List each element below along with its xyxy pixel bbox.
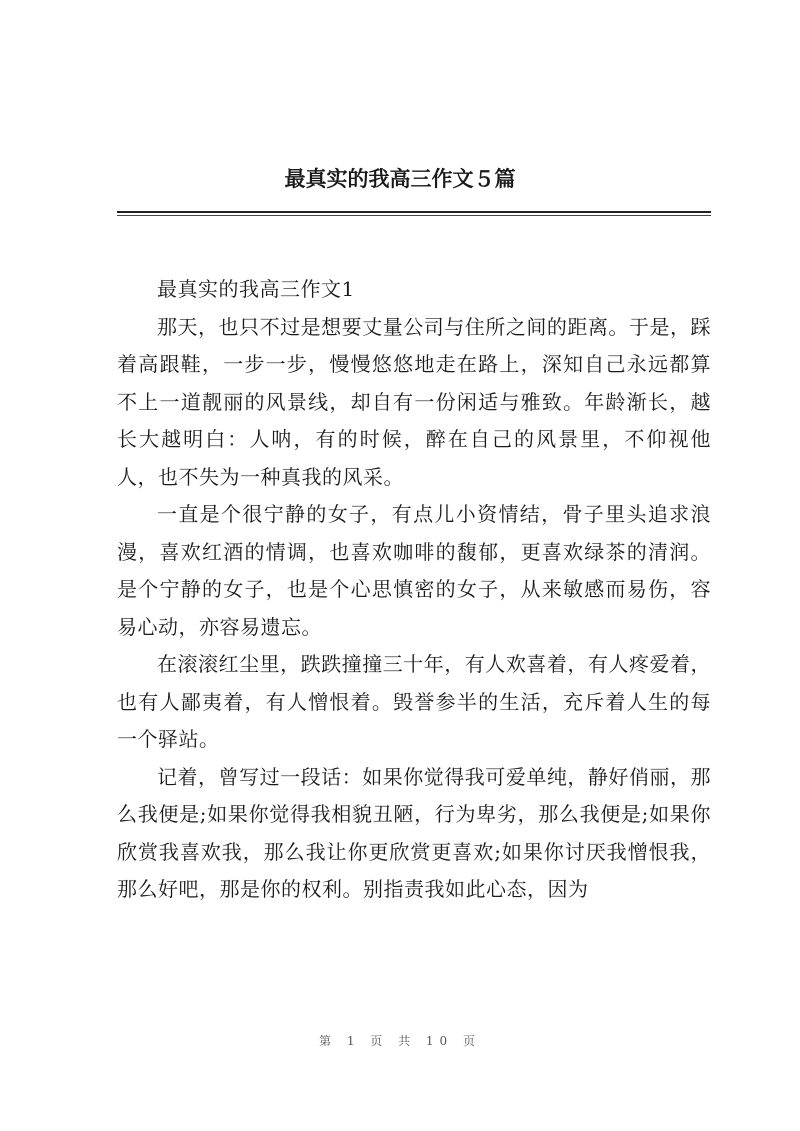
page-footer: 第 1 页 共 10 页 [319,1034,481,1048]
title-divider [117,211,711,213]
paragraph-3: 在滚滚红尘里，跌跌撞撞三十年，有人欢喜着，有人疼爱着，也有人鄙夷着，有人憎恨着。毁誉参半的生活，充斥着人生的每一个驿站。 [117,652,711,751]
title-divider-thin [117,215,711,216]
paragraph-2: 一直是个很宁静的女子，有点儿小资情结，骨子里头追求浪漫，喜欢红酒的情调，也喜欢咖啡的馥郁，更喜欢绿茶的清润。是个宁静的女子，也是个心思慎密的女子，从来敏感而易伤，容易心动，亦容易遗忘。 [117,502,711,639]
paragraph-1: 那天，也只不过是想要丈量公司与住所之间的距离。于是，踩着高跟鞋，一步一步，慢慢悠悠地走在路上，深知自己永远都算不上一道靓丽的风景线，却自有一份闲适与雅致。年龄渐长，越长大越明白：人呐，有的时候，醉在自己的风景里，不仰视他人，也不失为一种真我的风采。 [117,314,711,489]
paragraph-4: 记着，曾写过一段话：如果你觉得我可爱单纯，静好俏丽，那么我便是;如果你觉得我相貌丑陋，行为卑劣，那么我便是;如果你欣赏我喜欢我，那么我让你更欣赏更喜欢;如果你讨厌我憎恨我，那么好吧，那是你的权利。别指责我如此心态，因为 [117,764,711,901]
document-body [117,271,711,909]
document-title: 最真实的我高三作文５篇 [284,167,516,191]
essay-subtitle: 最真实的我高三作文1 [157,277,355,301]
